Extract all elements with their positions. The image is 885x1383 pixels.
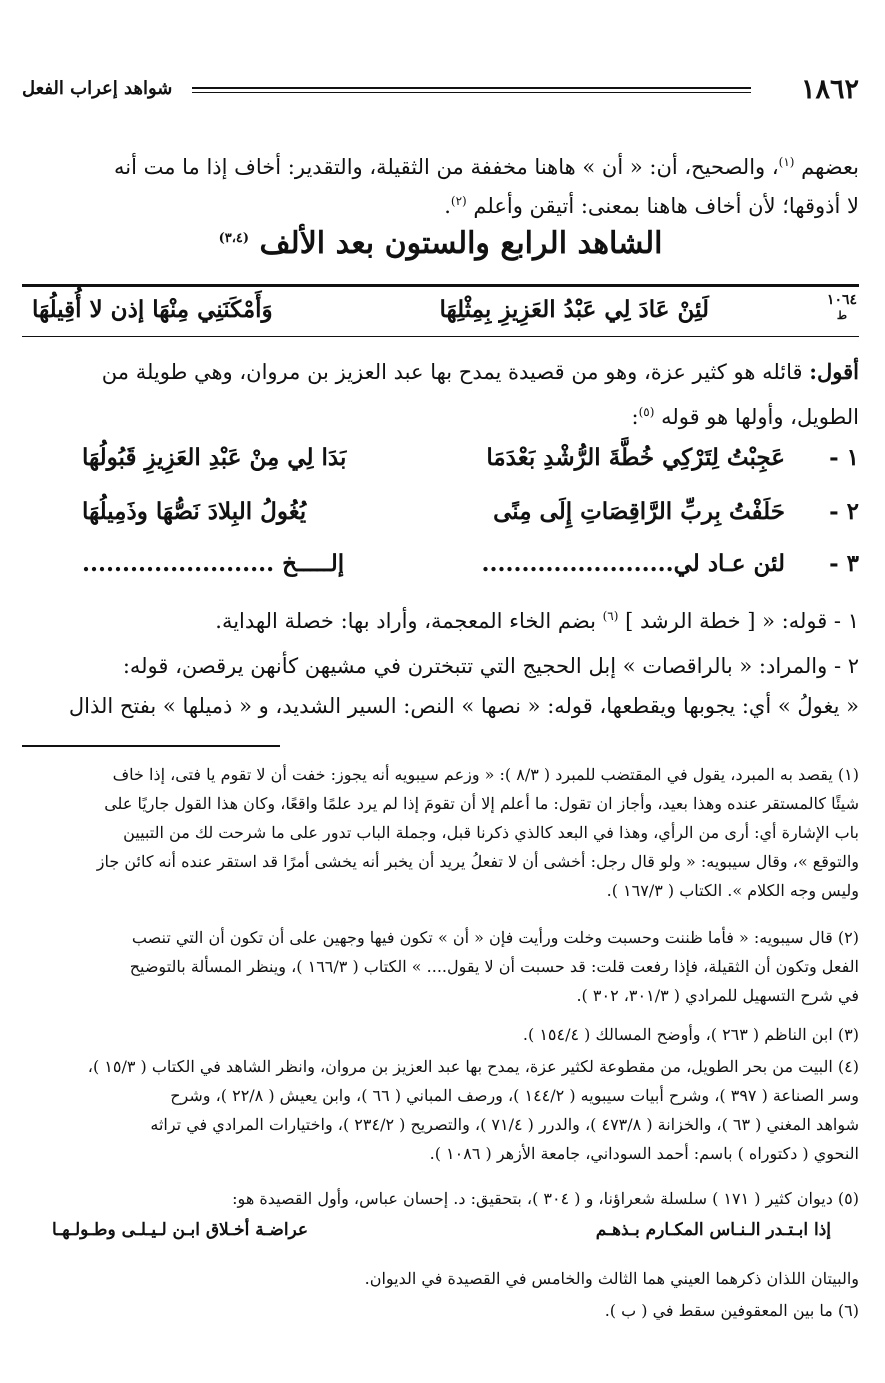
footnote-ref: (٦) [602,609,619,623]
poem-line [22,440,859,484]
main-verse [22,290,859,334]
note-2-line-1: ٢ - والمراد: « بالراقصات » إبل الحجيج التي تتبخترن في مشيهن كأنهن يرقصن، قوله: [122,654,859,678]
footnote-line: شواهد المغني ( ٦٣ )، والخزانة ( ٤٧٣/٨ )، والدرر ( ٧١/٤ )، والتصريح ( ٢٣٤/٢ )، واختيارات المرادي في تراثه [150,1115,859,1134]
poem-hemistich-left: بَدَا لِي مِنْ عَبْدِ العَزِيزِ قَبُولُهَا [82,444,347,471]
section-title-text: الشاهد الرابع والستون بعد الألف [259,226,663,261]
intro-text: . [444,194,451,218]
footnote-verse-left: عراضـة أخـلاق ابـن لـيـلـى وطـولـهـا [52,1220,309,1240]
footnote-3: (٣) ابن الناظم ( ٢٦٣ )، وأوضح المسالك ( ١٥٤/٤ ). [522,1025,859,1044]
intro-text: بعضهم [801,155,859,179]
poem-hemistich-right: لئن عـاد لي........................ [481,550,785,577]
footnote-line: باب الإشارة أي: أرى من الرأي، وهذا في البعد كالذي ذكرنا قبل، وجملة الباب تدور على ما شرحت لك من التبيين [123,823,859,842]
footnote-ref: (١) [778,155,795,169]
footnote-2 [22,923,859,1010]
commentary-text: قائله هو كثير عزة، وهو من قصيدة يمدح بها عبد العزيز بن مروان، وهي طويلة من [101,360,803,384]
header-rule [192,87,751,93]
footnote-line: وليس وجه الكلام ». الكتاب ( ١٦٧/٣ ). [606,881,859,900]
footnote-line: النحوي ( دكتوراه ) باسم: أحمد السوداني، جامعة الأزهر ( ١٠٨٦ ). [429,1144,859,1163]
hemistich-right: لَئِنْ عَادَ لِي عَبْدُ العَزِيزِ بِمِثْلِهَا [439,296,709,323]
poem-line-number: ٢ - [829,498,859,525]
footnote-5: (٥) ديوان كثير ( ١٧١ ) سلسلة شعراؤنا، و ( ٣٠٤ )، بتحقيق: د. إحسان عباس، وأول القصيدة هو: [232,1189,859,1208]
footnote-1 [22,760,859,905]
note-text: بضم الخاء المعجمة، وأراد بها: خصلة الهداية. [215,609,596,633]
commentary-line-1 [22,352,859,392]
commentary-lead: أقول: [809,359,859,384]
meter-abbrev: ط [836,309,848,322]
verse-number [827,292,857,324]
poem-line-number: ١ - [829,444,859,471]
footnote-line: شيئًا كالمستقر عنده وهذا بعيد، وأجاز ان تقول: ما أعلم إلا أن تقومَ إذا لم يرد علمًا واقعًا، وكان هذا القول جاريًا على [104,794,859,813]
footnote-verse-right: إذا ابـتـدر الـنـاس المكـارم بـذهـم [595,1220,831,1240]
poem-hemistich-left: إلـــــخ ........................ [82,550,345,577]
verse-number-text: ١٠٦٤ [826,292,857,308]
running-title: شواهد إعراب الفعل [22,78,173,99]
footnote-line: الفعل وتكون أن الثقيلة، فإذا رفعت قلت: قد حسبت أن لا يقول.... » الكتاب ( ١٦٦/٣ )، وينظر المسألة بالتوضيح [129,957,859,976]
page-number: ١٨٦٢ [800,74,859,105]
poem-line-number: ٣ - [829,550,859,577]
footnote-ref: (٣،٤) [218,231,250,246]
footnote-verse [22,1220,859,1248]
document-page [22,0,859,1383]
note-1 [22,596,859,641]
footnote-5-continued: والبيتان اللذان ذكرهما العيني هما الثالث والخامس في القصيدة في الديوان. [364,1269,859,1288]
intro-text: ، والصحيح، أن: « أن » هاهنا مخففة من الثقيلة، والتقدير: أخاف إذا ما مت أنه [113,155,779,179]
footnote-ref: (٥) [638,405,655,419]
note-text: ١ - قوله: « [ خطة الرشد ] [625,609,859,633]
footnote-line: (٤) البيت من بحر الطويل، من مقطوعة لكثير عزة، يمدح بها عبد العزيز بن مروان، وانظر الشاهد في الكتاب ( ١٥/٣ )، [87,1057,859,1076]
footnote-line: في شرح التسهيل للمرادي ( ٣٠١/٣، ٣٠٢ ). [576,986,859,1005]
commentary-text: : [631,405,639,429]
poem-line [22,494,859,538]
footnote-line: (١) يقصد به المبرد، يقول في المقتضب للمبرد ( ٨/٣ ): « وزعم سيبويه أنه يجوز: خفت أن لا تقوم يا فتى، إذا خاف [112,765,859,784]
footnote-line: والتوقع »، وقال سيبويه: « ولو قال رجل: أخشى أن لا تفعلُ يريد أن يخبر أنه يخشى أمرًا قد استقر عنده أنه كائن جاز [96,852,859,871]
footnote-line: (٢) قال سيبويه: « فأما ظننت وحسبت وخلت ورأيت فإن « أن » تكون فيها وجهين على أن تكون أن التي تنصب [131,928,859,947]
page-header [22,74,859,108]
footnote-6: (٦) ما بين المعقوفين سقط في ( ب ). [604,1301,859,1320]
footnote-line: وسر الصناعة ( ٣٩٧ )، وشرح أبيات سيبويه ( ١٤٤/٢ )، ورصف المباني ( ٦٦ )، وابن يعيش ( ٢٢/٨ )، وشرح [170,1086,859,1105]
poem-hemistich-left: يُغُولُ البِلادَ نَصُّهَا وذَمِيلُهَا [82,498,307,525]
footnote-4 [22,1052,859,1168]
verse-top-rule [22,284,859,287]
poem-hemistich-right: حَلَفْتُ بِربِّ الرَّاقِصَاتِ إِلَى مِنًى [493,498,785,525]
hemistich-left: وَأَمْكَنَنِي مِنْهَا إذن لا أُقِيلُهَا [32,296,273,323]
footnote-ref: (٢) [450,194,467,208]
intro-text: لا أذوقها؛ لأن أخاف هاهنا بمعنى: أتيقن وأعلم [473,194,859,218]
section-title [22,226,859,261]
intro-paragraph-line-2 [22,181,859,226]
footnote-separator [22,745,280,747]
commentary-text: الطويل، وأولها هو قوله [661,405,859,429]
note-2-line-2: « يغولُ » أي: يجوبها ويقطعها، قوله: « نصها » النص: السير الشديد، و « ذميلها » بفتح الذال [68,694,859,718]
commentary-line-2 [22,392,859,437]
verse-bottom-rule [22,336,859,337]
poem-hemistich-right: عَجِبْتُ لِتَرْكِي خُطَّةَ الرُّشْدِ بَعْدَمَا [486,444,785,471]
poem-line [22,546,859,590]
